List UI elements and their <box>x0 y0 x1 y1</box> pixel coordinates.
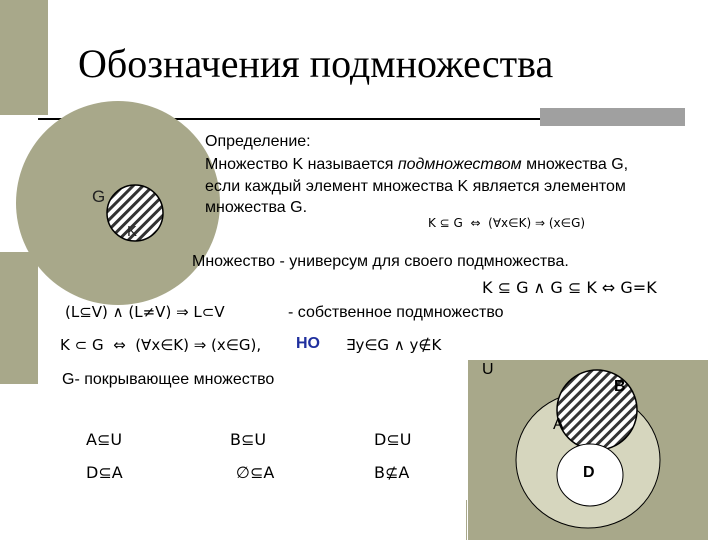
page-title: Обозначения подмножества <box>78 41 554 86</box>
set-k-label: K <box>127 223 138 240</box>
proper-subset-formula: K ⊂ G ⇔ (∀x∈K) ⇒ (x∈G), <box>60 336 262 354</box>
set-g-label: G <box>92 187 106 206</box>
but-word: НО <box>296 335 320 352</box>
relation-b-in-u: B⊆U <box>230 430 267 449</box>
set-b-label: B <box>614 378 626 395</box>
definition-line-2: если каждый элемент множества K является элементом <box>205 178 626 195</box>
definition-line-1-post: множества G, <box>521 156 629 173</box>
relation-empty-in-a: ∅⊆A <box>236 463 275 482</box>
covering-set-label: G- покрывающее множество <box>62 371 275 388</box>
set-a-label: A <box>553 416 564 433</box>
definition-heading: Определение: <box>205 133 311 150</box>
definition-line-1 <box>205 155 628 175</box>
equality-formula: K ⊆ G ∧ G ⊆ K ⇔ G=K <box>482 278 657 297</box>
set-d-label: D <box>583 464 595 481</box>
universe-label: U <box>482 361 494 378</box>
definition-line-1-pre: Множество K называется <box>205 156 398 173</box>
relation-b-not-in-a: B⊈A <box>374 463 410 482</box>
universe-statement: Множество - универсум для своего подмножества. <box>192 253 569 270</box>
relation-d-in-u: D⊆U <box>374 430 412 449</box>
definition-term: подмножеством <box>397 156 522 173</box>
definition-line-3: множества G. <box>205 199 308 216</box>
proper-subset-label: - собственное подмножество <box>288 304 504 321</box>
subset-definition-formula: K ⊆ G ⇔ (∀x∈K) ⇒ (x∈G) <box>428 216 586 230</box>
proper-subset-example: (L⊆V) ∧ (L≠V) ⇒ L⊂V <box>65 303 225 321</box>
relation-d-in-a: D⊆A <box>86 463 123 482</box>
relation-a-in-u: A⊆U <box>86 430 123 449</box>
exists-formula: ∃y∈G ∧ y∉K <box>346 336 442 354</box>
